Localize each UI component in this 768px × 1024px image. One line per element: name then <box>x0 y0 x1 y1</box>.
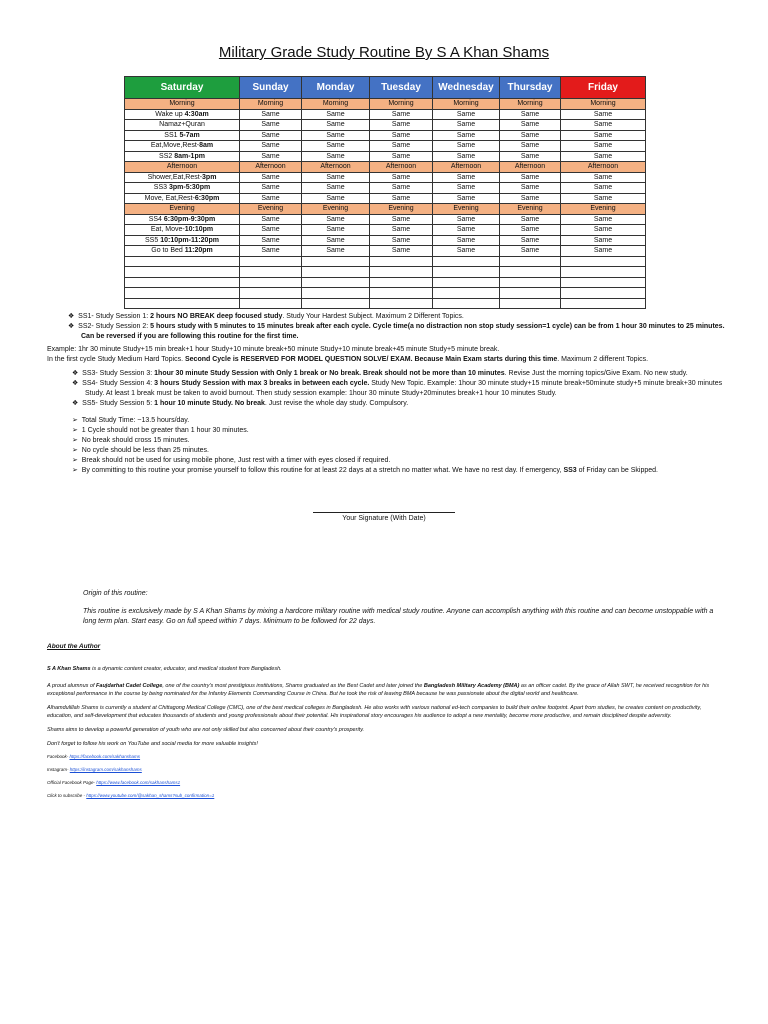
table-cell <box>302 256 370 267</box>
signature-line <box>313 512 455 513</box>
section-row <box>125 204 646 215</box>
table-cell: Same <box>433 193 500 204</box>
link-label: Instagram- <box>47 767 70 772</box>
activity-cell <box>125 130 240 141</box>
table-cell: Same <box>302 151 370 162</box>
ss4-label: SS4- Study Session 4: <box>82 380 155 387</box>
table-cell: Same <box>370 141 433 152</box>
table-cell: Same <box>561 246 646 257</box>
table-cell: Same <box>240 172 302 183</box>
list-item: ➢ By committing to this routine your promise yourself to follow this routine for at least 22 days at a stretch no matter what. We have no rest day. If emergency, SS3 of Friday can be Skipped. <box>72 467 658 474</box>
table-cell: Same <box>302 235 370 246</box>
table-cell: Same <box>500 235 561 246</box>
table-cell: Same <box>561 172 646 183</box>
table-cell: Same <box>561 109 646 120</box>
table-row <box>125 141 646 152</box>
activity-label: Go to Bed <box>151 247 185 255</box>
link-label: Click to subscribe - <box>47 793 87 798</box>
table-cell: Same <box>302 183 370 194</box>
day-header-row <box>125 77 646 99</box>
list-item: ➢ No break should cross 15 minutes. <box>72 437 190 444</box>
example-bold: Second Cycle is RESERVED FOR MODEL QUESTION SOLVE/ EXAM. Because Main Exam starts during this time <box>184 356 558 363</box>
link-facebook-page <box>47 779 727 787</box>
bio-bold: Faujdarhat Cadet College <box>96 683 163 689</box>
table-cell <box>370 256 433 267</box>
table-cell: Same <box>433 214 500 225</box>
table-cell: Same <box>240 109 302 120</box>
section-cell: Evening <box>433 204 500 215</box>
rule-text: of Friday can be Skipped. <box>576 467 658 474</box>
table-cell: Same <box>302 109 370 120</box>
table-cell: Same <box>433 235 500 246</box>
table-cell: Same <box>240 214 302 225</box>
activity-time: 10:10pm-11:20pm <box>160 236 219 244</box>
table-cell: Same <box>561 214 646 225</box>
table-cell: Same <box>433 183 500 194</box>
day-header: Tuesday <box>370 77 433 99</box>
section-cell: Afternoon <box>433 162 500 173</box>
table-cell: Same <box>370 172 433 183</box>
table-cell <box>302 267 370 278</box>
activity-label: Eat, Move- <box>150 226 185 234</box>
link-label: Facebook- <box>47 754 70 759</box>
activity-cell <box>125 172 240 183</box>
rule-bold: SS3 <box>563 467 577 474</box>
table-cell: Same <box>561 183 646 194</box>
author-heading: About the Author <box>47 643 101 650</box>
example-line: Example: 1hr 30 minute Study+15 min break+1 hour Study+10 minute break+50 minute Study+10 minute break+45 minute Study+5 minute break. <box>47 346 500 353</box>
table-cell: Same <box>302 246 370 257</box>
table-cell: Same <box>433 172 500 183</box>
session-notes-b <box>72 369 728 409</box>
section-cell: Afternoon <box>302 162 370 173</box>
session-notes-a <box>68 312 728 342</box>
table-cell: Same <box>240 183 302 194</box>
table-cell: Same <box>500 214 561 225</box>
section-cell: Morning <box>433 99 500 110</box>
list-item: ❖ SS4- Study Session 4: 3 hours Study Session with max 3 breaks in between each cycle. Study New Topic. Example: 1hour 30 minute study+15 minute break+50minute study+5 minute break+30 minutes Study. At least 1 break must be taken to avoid burnout. Then study session example: 1hour 30 minute Study+20minutes break+1 hour 10 minutes Study. <box>72 380 723 397</box>
section-cell: Morning <box>240 99 302 110</box>
table-cell <box>240 277 302 288</box>
example-line <box>47 355 737 365</box>
section-cell: Morning <box>125 99 240 110</box>
table-cell <box>500 256 561 267</box>
rules-list <box>72 416 712 476</box>
day-header: Wednesday <box>433 77 500 99</box>
table-cell: Same <box>240 151 302 162</box>
table-cell: Same <box>500 193 561 204</box>
bio-paragraph: Don't forget to follow his work on YouTube and social media for more valuable insights! <box>47 741 258 747</box>
section-cell: Evening <box>561 204 646 215</box>
activity-label: SS2 <box>159 152 175 160</box>
rule-text: Break should not be used for using mobile phone, Just rest with a timer with eyes closed if required. <box>81 457 391 464</box>
ss4-text: Study New Topic. Example: 1hour 30 minute study+15 minute break+50minute study+5 minute break+30 minutes Study. At least 1 break must be taken to avoid burnout. Then study session example: 1hour 30 minute Study+20minutes break+1 hour 10 minutes Study. <box>85 380 723 397</box>
table-cell: Same <box>240 246 302 257</box>
activity-time: 11:20pm <box>184 247 213 255</box>
youtube-subscribe-link[interactable]: https://www.youtube.com/@sakhan_shams?sub_confirmation=1 <box>86 793 215 798</box>
table-cell <box>433 267 500 278</box>
table-cell: Same <box>500 183 561 194</box>
table-cell <box>240 288 302 299</box>
table-cell: Same <box>370 109 433 120</box>
list-item: ❖ SS1- Study Session 1: 2 hours NO BREAK deep focused study. Study Your Hardest Subject. Maximum 2 Different Topics. <box>68 313 464 320</box>
activity-cell <box>125 141 240 152</box>
table-cell: Same <box>433 151 500 162</box>
activity-cell <box>125 246 240 257</box>
table-cell: Same <box>370 225 433 236</box>
section-cell: Afternoon <box>240 162 302 173</box>
table-cell <box>500 298 561 309</box>
activity-label: SS1 <box>164 131 180 139</box>
table-row <box>125 235 646 246</box>
table-cell: Same <box>561 130 646 141</box>
author-bio <box>47 665 727 800</box>
ss3-bold: 1hour 30 minute Study Session with Only 1 break or No break. Break should not be more than 10 minutes <box>154 370 505 377</box>
day-header: Friday <box>561 77 646 99</box>
activity-cell <box>125 151 240 162</box>
list-item: ❖ SS2- Study Session 2: 5 hours study with 5 minutes to 15 minutes break after each cycle. Cycle time(a no distraction non stop study session=1 cycle) can be from 1 hour 30 minutes to 25 minutes. Can be reversed if you are following this routine for the first time. <box>68 323 725 340</box>
list-item: ➢ 1 Cycle should not be greater than 1 hour 30 minutes. <box>72 427 249 434</box>
table-cell <box>433 288 500 299</box>
origin-text: This routine is exclusively made by S A Khan Shams by mixing a hardcore military routine with medical study routine. Anyone can accomplish anything with this routine and can become unstoppable with a long term plan. Start easy. Go on full speed within 7 days. Minimum to be followed for 22 days. <box>83 608 714 625</box>
section-cell: Afternoon <box>561 162 646 173</box>
ss2-bold: 5 hours study with 5 minutes to 15 minutes break after each cycle. Cycle time(a no distraction non stop study session=1 cycle) can be from 1 hour 30 minutes to 25 minutes. Can be reversed if you are following this routine for the first time. <box>81 323 725 340</box>
activity-label: Wake up <box>155 110 185 118</box>
section-cell: Afternoon <box>125 162 240 173</box>
activity-cell <box>125 235 240 246</box>
bio-paragraph <box>47 682 727 698</box>
table-cell: Same <box>370 183 433 194</box>
activity-label: SS4 <box>148 215 164 223</box>
activity-time: 3pm <box>202 173 217 181</box>
table-row <box>125 109 646 120</box>
day-header: Saturday <box>125 77 240 99</box>
empty-row <box>125 288 646 299</box>
table-cell: Same <box>433 130 500 141</box>
table-cell: Same <box>302 130 370 141</box>
ss2-label: SS2- Study Session 2: <box>78 323 151 330</box>
activity-cell <box>125 225 240 236</box>
bio-text: as an officer cadet. By the grace of Allah SWT, he received recognition for his exceptional performance in the course by being nominated for the Infantry Elements Commanding Course in China. But he took the risk of leaving BMA because he was passionate about the digital world and healthcare. <box>47 683 710 697</box>
table-cell <box>370 267 433 278</box>
table-row <box>125 151 646 162</box>
routine-table <box>124 76 646 309</box>
link-instagram <box>47 766 727 774</box>
page-title: Military Grade Study Routine By S A Khan Shams <box>218 44 550 61</box>
section-cell: Evening <box>240 204 302 215</box>
table-row <box>125 225 646 236</box>
table-cell <box>125 298 240 309</box>
activity-cell <box>125 120 240 131</box>
list-item: ❖ SS5- Study Session 5: 1 hour 10 minute Study. No break. Just revise the whole day study. Compulsory. <box>72 400 409 407</box>
table-cell: Same <box>240 141 302 152</box>
activity-cell <box>125 109 240 120</box>
table-cell <box>125 256 240 267</box>
link-youtube <box>47 792 727 800</box>
origin-heading: Origin of this routine: <box>83 590 148 597</box>
bio-paragraph: Shams aims to develop a powerful generation of youth who are not only skilled but also concerned about their country's prosperity. <box>47 727 365 733</box>
table-cell: Same <box>370 235 433 246</box>
section-cell: Evening <box>125 204 240 215</box>
table-cell <box>370 277 433 288</box>
table-cell: Same <box>500 109 561 120</box>
section-cell: Morning <box>500 99 561 110</box>
empty-row <box>125 277 646 288</box>
table-cell: Same <box>370 120 433 131</box>
table-row <box>125 193 646 204</box>
rule-text: By committing to this routine your promise yourself to follow this routine for at least 22 days at a stretch no matter what. We have no rest day. If emergency, <box>81 467 564 474</box>
table-cell <box>240 267 302 278</box>
table-cell: Same <box>500 246 561 257</box>
rule-text: 1 Cycle should not be greater than 1 hour 30 minutes. <box>81 427 249 434</box>
table-cell: Same <box>370 193 433 204</box>
section-cell: Morning <box>561 99 646 110</box>
table-cell <box>370 288 433 299</box>
table-cell <box>561 277 646 288</box>
link-label: Official Facebook Page- <box>47 780 97 785</box>
activity-time: 8am-1pm <box>174 152 205 160</box>
table-cell <box>561 288 646 299</box>
ss3-text: . Revise Just the morning topics/Give Exam. No new study. <box>504 370 688 377</box>
list-item: ➢ Break should not be used for using mobile phone, Just rest with a timer with eyes closed if required. <box>72 457 391 464</box>
table-cell: Same <box>561 225 646 236</box>
table-cell: Same <box>500 151 561 162</box>
table-cell: Same <box>500 120 561 131</box>
table-cell: Same <box>370 246 433 257</box>
table-cell <box>370 298 433 309</box>
activity-time: 6:30pm <box>194 194 220 202</box>
facebook-link[interactable]: https://facebook.com/sakhanshams <box>69 754 141 759</box>
list-item: ➢ No cycle should be less than 25 minutes. <box>72 447 210 454</box>
activity-time: 5-7am <box>179 131 200 139</box>
table-cell <box>125 267 240 278</box>
ss3-label: SS3- Study Session 3: <box>82 370 155 377</box>
table-cell: Same <box>433 246 500 257</box>
table-cell: Same <box>240 130 302 141</box>
activity-label: Eat,Move,Rest- <box>150 142 200 150</box>
rule-text: Total Study Time: ~13.5 hours/day. <box>81 417 190 424</box>
ss1-label: SS1- Study Session 1: <box>78 313 151 320</box>
ss5-bold: 1 hour 10 minute Study. No break <box>154 400 265 407</box>
day-header: Monday <box>302 77 370 99</box>
bio-text: is a dynamic content creator, educator, and medical student from Bangladesh. <box>90 666 282 672</box>
bio-text: A proud alumnus of <box>47 683 97 689</box>
table-cell: Same <box>302 141 370 152</box>
table-cell: Same <box>240 225 302 236</box>
table-cell: Same <box>433 120 500 131</box>
table-cell <box>302 298 370 309</box>
ss1-text: . Study Your Hardest Subject. Maximum 2 Different Topics. <box>282 313 464 320</box>
table-cell: Same <box>433 109 500 120</box>
empty-row <box>125 256 646 267</box>
activity-label: SS3 <box>153 184 169 192</box>
activity-label: Shower,Eat,Rest- <box>147 173 203 181</box>
activity-time: 3pm-5:30pm <box>168 184 211 192</box>
table-row <box>125 120 646 131</box>
ss4-bold: 3 hours Study Session with max 3 breaks in between each cycle. <box>154 380 370 387</box>
table-cell <box>561 298 646 309</box>
table-cell <box>125 288 240 299</box>
activity-cell <box>125 214 240 225</box>
table-row <box>125 183 646 194</box>
facebook-page-link[interactable]: https://www.facebook.com/sakhanshams1 <box>96 780 181 785</box>
table-cell: Same <box>561 193 646 204</box>
list-item: ➢ Total Study Time: ~13.5 hours/day. <box>72 417 190 424</box>
table-cell <box>302 288 370 299</box>
bio-paragraph: Alhamdulillah Shams is currently a student at Chittagong Medical College (CMC), one of the best medical colleges in Bangladesh. He also works with various national ed-tech companies to build their online footprint. Apart from studies, he creates content on productivity, education, and self-development that educates thousands of students and young professionals about their potential. His inspirational story encourages his audience to adopt a new mentality, become more productive, and remain disciplined despite adversity. <box>47 705 702 719</box>
table-cell: Same <box>500 172 561 183</box>
section-cell: Morning <box>370 99 433 110</box>
table-cell <box>433 256 500 267</box>
table-cell: Same <box>302 120 370 131</box>
section-cell: Evening <box>500 204 561 215</box>
activity-label: Move, Eat,Rest- <box>144 194 195 202</box>
table-cell <box>500 267 561 278</box>
ss5-text: . Just revise the whole day study. Compulsory. <box>264 400 409 407</box>
activity-cell <box>125 193 240 204</box>
table-cell <box>125 277 240 288</box>
table-cell: Same <box>500 141 561 152</box>
list-item: ❖ SS3- Study Session 3: 1hour 30 minute Study Session with Only 1 break or No break. Break should not be more than 10 minutes. Revise Just the morning topics/Give Exam. No new study. <box>72 370 688 377</box>
table-cell <box>433 277 500 288</box>
table-row <box>125 130 646 141</box>
day-header: Thursday <box>500 77 561 99</box>
table-cell: Same <box>433 225 500 236</box>
activity-label: SS5 <box>145 236 161 244</box>
section-row <box>125 99 646 110</box>
table-cell <box>302 277 370 288</box>
section-cell: Morning <box>302 99 370 110</box>
table-cell: Same <box>370 130 433 141</box>
table-cell: Same <box>302 193 370 204</box>
table-row <box>125 172 646 183</box>
table-cell <box>240 256 302 267</box>
ss5-label: SS5- Study Session 5: <box>82 400 155 407</box>
table-cell: Same <box>240 235 302 246</box>
bio-paragraph <box>47 665 727 673</box>
activity-time: 6:30pm-9:30pm <box>163 215 216 223</box>
table-cell <box>433 298 500 309</box>
table-cell: Same <box>561 141 646 152</box>
table-cell <box>500 288 561 299</box>
table-cell: Same <box>302 172 370 183</box>
activity-time: 4:30am <box>184 110 209 118</box>
table-row <box>125 214 646 225</box>
table-cell: Same <box>370 151 433 162</box>
table-cell: Same <box>302 225 370 236</box>
table-row <box>125 246 646 257</box>
table-cell: Same <box>561 151 646 162</box>
ss1-bold: 2 hours NO BREAK deep focused study <box>150 313 283 320</box>
rule-text: No cycle should be less than 25 minutes. <box>81 447 210 454</box>
table-cell: Same <box>370 214 433 225</box>
table-cell: Same <box>561 235 646 246</box>
activity-label: Namaz+Quran <box>159 121 205 129</box>
table-cell: Same <box>500 130 561 141</box>
activity-time: 8am <box>199 142 214 150</box>
table-cell: Same <box>500 225 561 236</box>
table-cell: Same <box>433 141 500 152</box>
section-row <box>125 162 646 173</box>
signature-label: Your Signature (With Date) <box>342 515 426 522</box>
day-header: Sunday <box>240 77 302 99</box>
empty-row <box>125 267 646 278</box>
activity-cell <box>125 183 240 194</box>
activity-time: 10:10pm <box>184 226 214 234</box>
section-cell: Evening <box>370 204 433 215</box>
example-notes <box>47 345 737 365</box>
example-text: In the first cycle Study Medium Hard Topics. <box>47 356 185 363</box>
bio-bold: Bangladesh Military Academy (BMA) <box>423 683 520 689</box>
section-cell: Afternoon <box>370 162 433 173</box>
table-cell: Same <box>302 214 370 225</box>
instagram-link[interactable]: https://instagram.com/sakhanshams <box>69 767 142 772</box>
author-name: S A Khan Shams <box>47 666 91 672</box>
section-cell: Afternoon <box>500 162 561 173</box>
table-cell: Same <box>561 120 646 131</box>
section-cell: Evening <box>302 204 370 215</box>
table-cell <box>561 256 646 267</box>
empty-row <box>125 298 646 309</box>
example-text: . Maximum 2 different Topics. <box>557 356 649 363</box>
bio-text: , one of the country's most prestigious institutions, Shams graduated as the Best Cadet and later joined the <box>162 683 424 689</box>
table-cell: Same <box>240 120 302 131</box>
table-cell: Same <box>240 193 302 204</box>
table-cell <box>500 277 561 288</box>
link-facebook <box>47 753 727 761</box>
table-cell <box>240 298 302 309</box>
table-cell <box>561 267 646 278</box>
rule-text: No break should cross 15 minutes. <box>81 437 190 444</box>
